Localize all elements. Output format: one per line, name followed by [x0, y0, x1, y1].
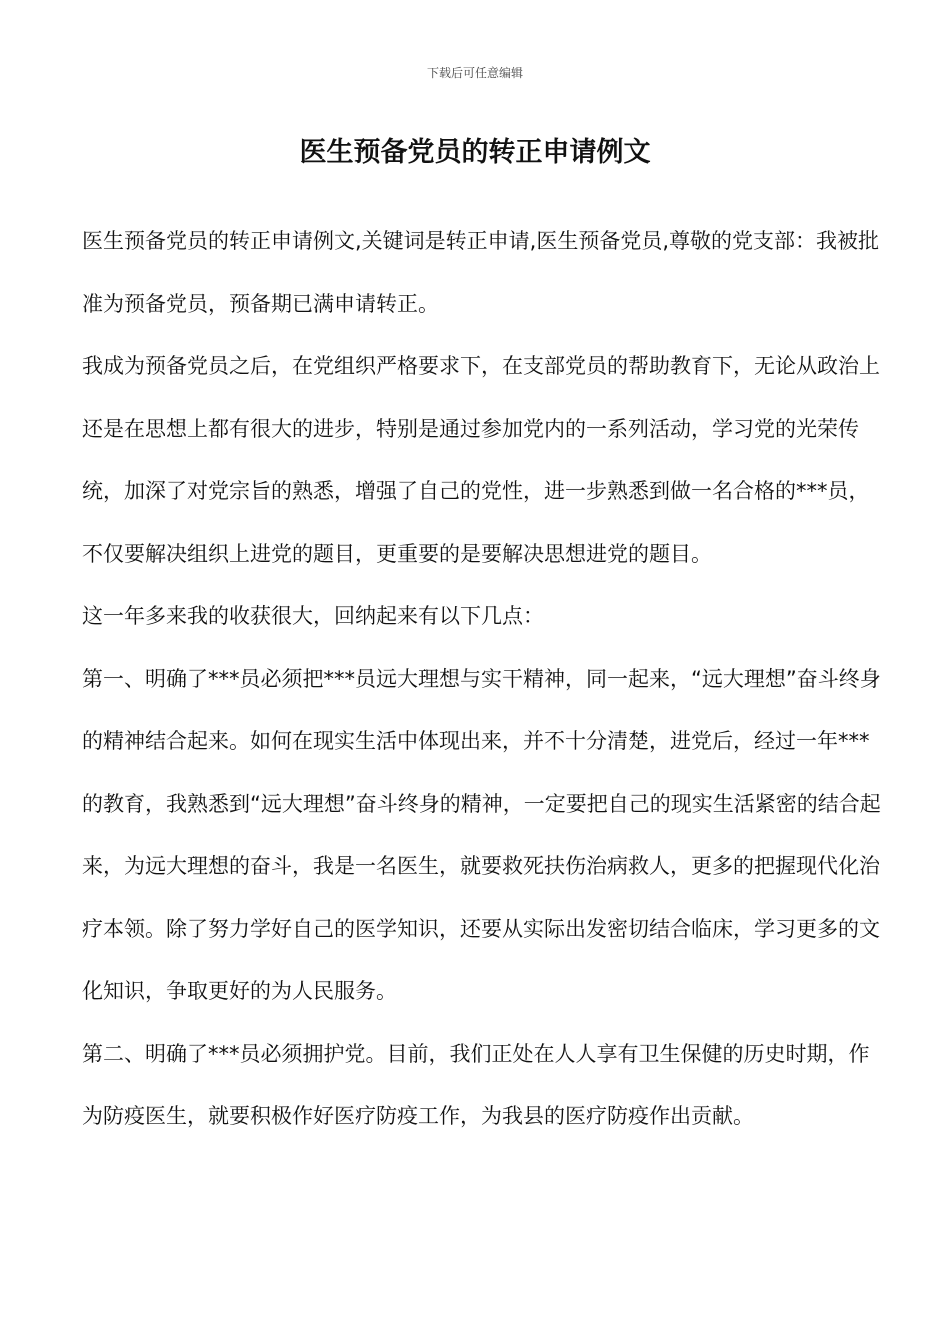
- paragraph: 我成为预备党员之后，在党组织严格要求下，在支部党员的帮助教育下，无论从政治上还是在思想上都有很大的进步，特别是通过参加党内的一系列活动，学习党的光荣传统，加深了对党宗旨的熟悉，增强了自己的党性，进一步熟悉到做一名合格的***员，不仅要解决组织上进党的题目，更重要的是要解决思想进党的题目。: [82, 354, 880, 566]
- paragraph: 第二、明确了***员必须拥护党。目前，我们正处在人人享有卫生保健的历史时期，作为防疫医生，就要积极作好医疗防疫工作，为我县的医疗防疫作出贡献。: [82, 1041, 870, 1128]
- paragraph: 这一年多来我的收获很大，回纳起来有以下几点：: [82, 604, 544, 628]
- paragraph: 第一、明确了***员必须把***员远大理想与实干精神，同一起来，“远大理想”奋斗终身的精神结合起来。如何在现实生活中体现出来，并不十分清楚，进党后，经过一年***的教育，我熟悉到“远大理想”奋斗终身的精神，一定要把自己的现实生活紧密的结合起来，为远大理想的奋斗，我是一名医生，就要救死扶伤治病救人，更多的把握现代化治疗本领。除了努力学好自己的医学知识，还要从实际出发密切结合临床，学习更多的文化知识，争取更好的为人民服务。: [82, 666, 881, 1003]
- header-note: 下载后可任意编辑: [426, 66, 523, 80]
- document-body: [82, 210, 882, 1148]
- document-title: 医生预备党员的转正申请例文: [299, 137, 651, 168]
- paragraph: 医生预备党员的转正申请例文,关键词是转正申请,医生预备党员,尊敬的党支部：我被批准为预备党员，预备期已满申请转正。: [82, 229, 880, 316]
